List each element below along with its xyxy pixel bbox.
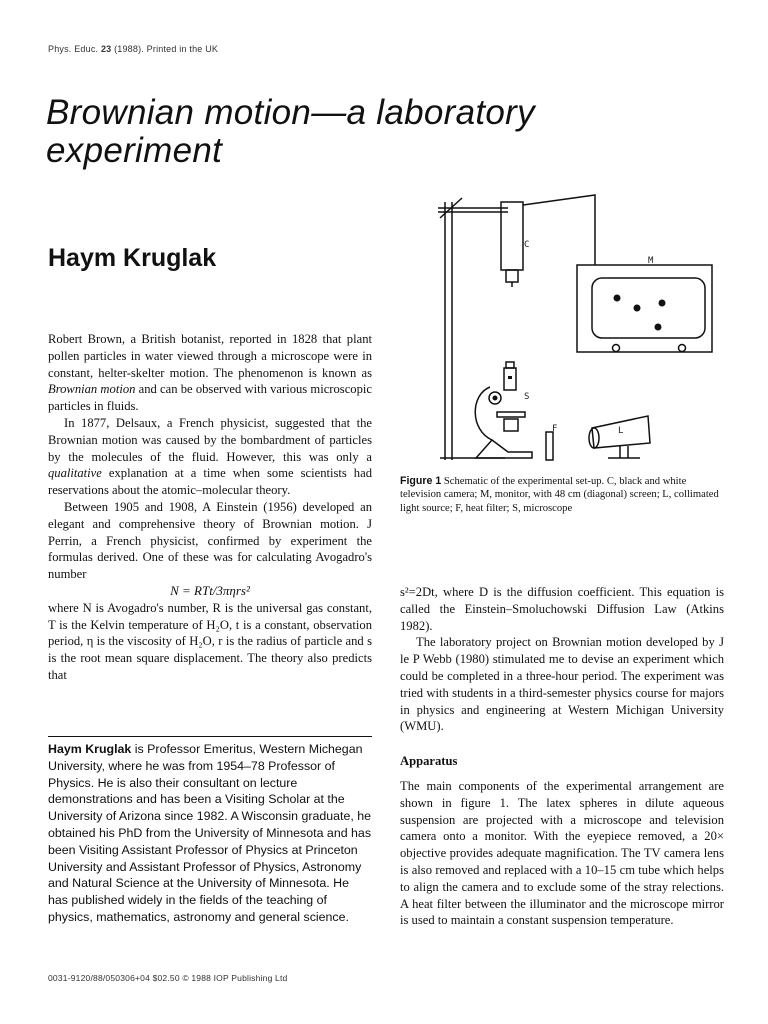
- paragraph-7: The main components of the experimental arrangement are shown in figure 1. The latex spheres in dilute aqueous suspension are projected with a microscope and television camera onto a monitor. With the eyepiece removed, a 20× objective provides adequate magnification. The TV camera lens is also removed and replaced with a 10–15 cm tube which helps to align the camera and to exclude some of the stray relections. A heat filter between the illuminator and the microscope mirror is used to maintain a constant suspension temperature.: [400, 778, 724, 928]
- article-title: Brownian motion—a laboratory experiment: [46, 93, 535, 170]
- article-author: Haym Kruglak: [48, 244, 217, 272]
- section-heading-apparatus: Apparatus: [400, 754, 458, 769]
- paragraph-1: [48, 331, 372, 415]
- left-column: [48, 331, 372, 684]
- particle-dot: [634, 305, 641, 312]
- bio-name: Haym Kruglak: [48, 742, 132, 756]
- label-microscope: S: [524, 392, 530, 402]
- particle-dot: [659, 300, 666, 307]
- bio-text: is Professor Emeritus, Western Michegan University, where he was from 1954–78 Professor of Physics. He is also their consultant on lecture demonstrations and has been a Visiting Scholar at the University of Arizona since 1982. A Wisconsin graduate, he obtained his PhD from the University of Minnesota and has been Visiting Assistant Professor of Physics at Princeton University and Assistant Professor of Physics, Astronomy and Natural Science at the University of Minnesota. He has published widely in the fields of the teaching of physics, mathematics, astronomy and general science.: [48, 742, 372, 924]
- paragraph-1-text: Robert Brown, a British botanist, reported in 1828 that plant pollen particles in water viewed through a microscope were in constant, helter-skelter motion. The phenomenon is known as: [48, 332, 372, 380]
- figure-caption-label: Figure 1: [400, 475, 442, 487]
- right-column: [400, 584, 724, 929]
- figure-caption-text: Schematic of the experimental set-up. C, black and white television camera; M, monitor, with 48 cm (diagonal) screen; L, collimated light source; F, heat filter; S, microscope: [400, 476, 719, 514]
- journal-volume: 23: [100, 44, 112, 54]
- brownian-motion-italic: Brownian motion: [48, 382, 136, 397]
- camera-cable: [523, 195, 595, 265]
- paragraph-1-end: and can be observed with various microscopic particles in fluids.: [48, 382, 372, 414]
- paragraph-4: where N is Avogadro's number, R is the universal gas constant, T is the Kelvin temperature of H₂O, t is a constant, observation period, η is the viscosity of H₂O, r is the radius of particle and s is the root mean square displacement. The theory also predicts that: [48, 600, 372, 682]
- journal-year: (1988). Printed in the UK: [114, 44, 219, 54]
- particle-dot: [655, 324, 662, 331]
- label-camera: C: [524, 240, 530, 250]
- paragraph-3: Between 1905 and 1908, A Einstein (1956) developed an elegant and comprehensive theory of Brownian motion. J Perrin, a French physicist, confirmed by experiment the formulas derived. One of these was for calculating Avogadro's number: [48, 499, 372, 582]
- qualitative-italic: qualitative: [48, 466, 102, 481]
- avogadro-formula: N = RTt/3πηrs²: [170, 582, 250, 598]
- label-light: L: [618, 426, 624, 436]
- paragraph-2: [48, 415, 372, 499]
- label-filter: F: [552, 424, 558, 434]
- figure-1-schematic: [400, 190, 730, 472]
- running-header: [48, 44, 218, 54]
- paragraph-6: The laboratory project on Brownian motion developed by J le P Webb (1980) stimulated me to devise an experiment which could be completed in a three-hour period. The experiment was tried with students in a third-semester physics course for majors in physics and engineering at Western Michigan University (WMU).: [400, 635, 724, 734]
- journal-name: Phys. Educ.: [48, 44, 99, 54]
- monitor-screen: [592, 278, 705, 338]
- heat-filter: [546, 432, 553, 460]
- copyright-footer: 0031-9120/88/050306+04 $02.50 © 1988 IOP Publishing Ltd: [48, 973, 288, 983]
- paragraph-2-text: In 1877, Delsaux, a French physicist, suggested that the Brownian motion was caused by the bombardment of particles by the molecules of the fluid. However, this was only a: [48, 415, 372, 464]
- particle-dot: [614, 295, 621, 302]
- author-bio: [48, 741, 372, 926]
- paragraph-2-end: explanation at a time when some scientists had reservations about the atomic–molecular theory.: [48, 466, 372, 498]
- figure-caption: [400, 475, 726, 515]
- paragraph-5: s²=2Dt, where D is the diffusion coefficient. This equation is called the Einstein–Smoluchowski Diffusion Law (Atkins 1982).: [400, 585, 724, 633]
- label-monitor: M: [648, 256, 654, 266]
- bio-divider: [48, 736, 372, 737]
